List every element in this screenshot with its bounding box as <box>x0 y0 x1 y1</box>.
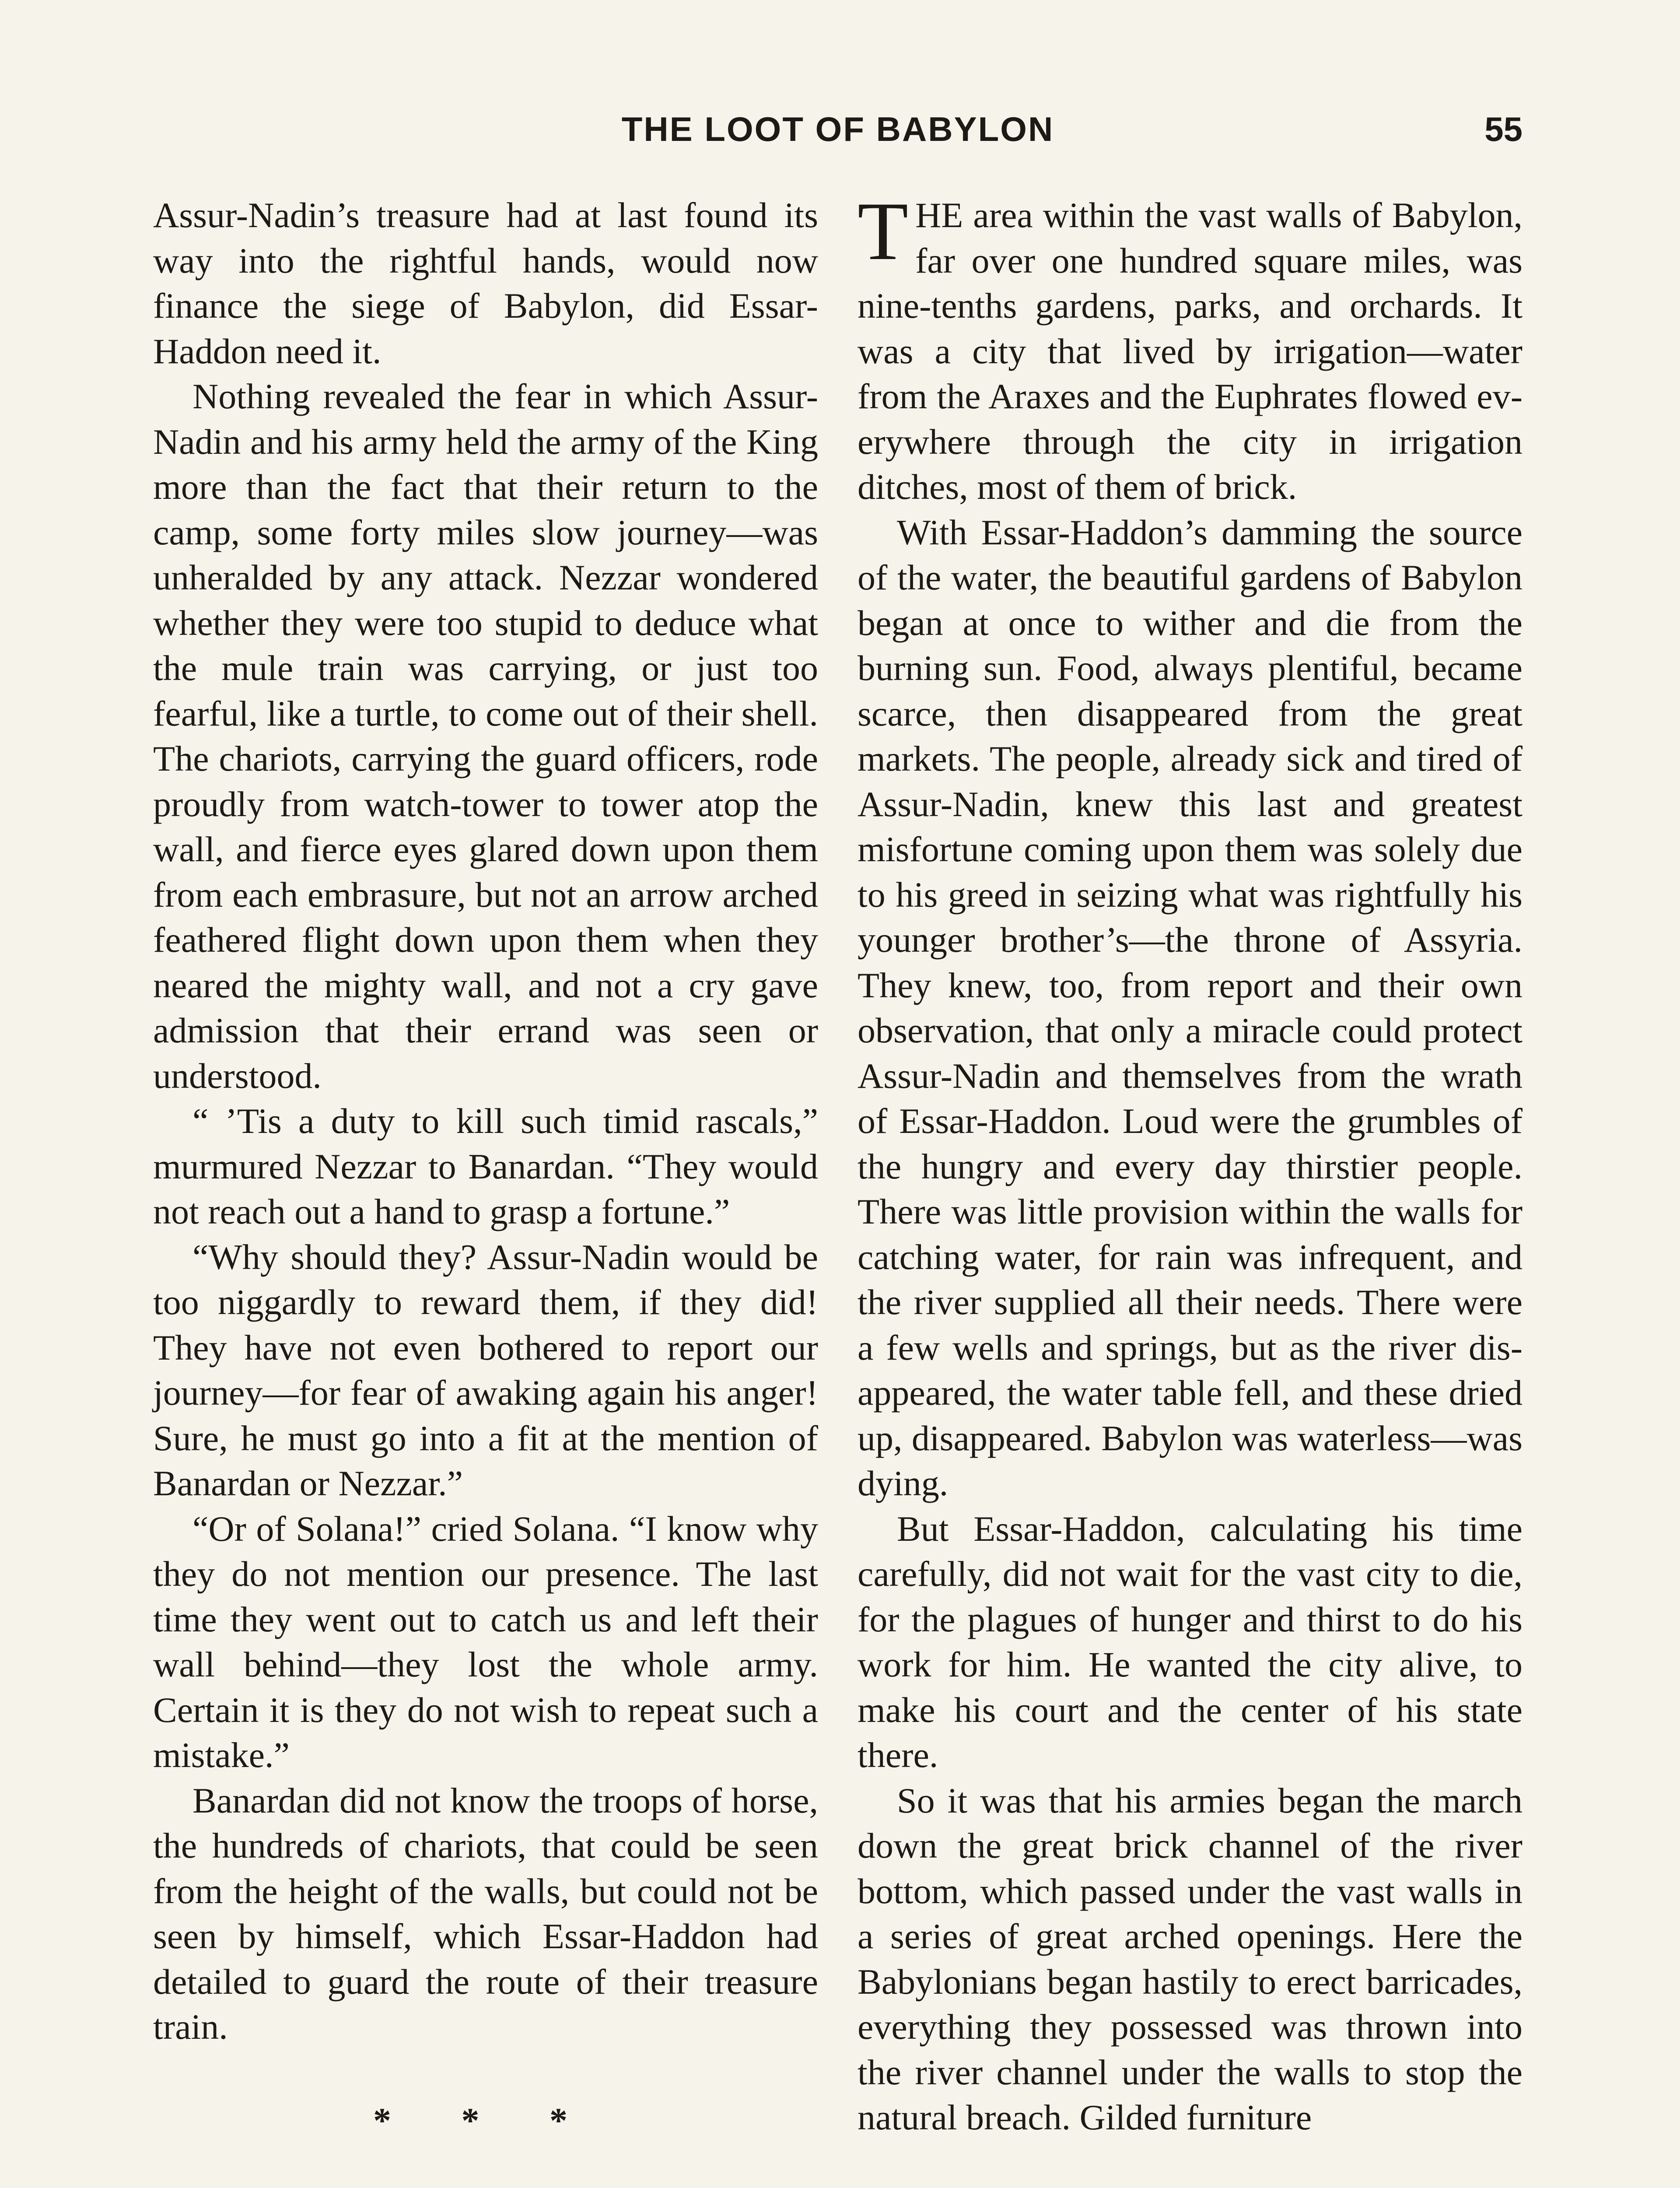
page-header <box>153 105 1522 153</box>
paragraph: So it was that his armies began the march down the great brick channel of the river bottom, which passed under the vast walls in a series of great arched openings. Here the Babylonians began hastily to erect barricades, everything they possessed was thrown into the river channel under the walls to stop the natural breach. Gilded furniture <box>858 1780 1522 2137</box>
paragraph: Nothing revealed the fear in which Assur-Nadin and his army held the army of the King more than the fact that their return to the camp, some forty miles slow journey—was unheralded by any attack. Nezzar wondered whether they were too stupid to deduce what the mule train was carrying, or just too fearful, like a turtle, to come out of their shell. The chariots, carrying the guard officers, rode proudly from watch-tower to tower atop the wall, and fierce eyes glared down upon them from each embrasure, but not an arrow arched feathered flight down upon them when they neared the mighty wall, and not a cry gave admission that their errand was seen or understood. <box>153 376 818 1096</box>
page-number: 55 <box>1484 110 1522 148</box>
paragraph: Assur-Nadin’s treasure had at last found its way into the rightful hands, would now finance the siege of Babylon, did Essar-Haddon need it. <box>153 195 818 371</box>
left-column <box>153 193 818 2143</box>
paragraph: “Why should they? Assur-Nadin would be too niggardly to reward them, if they did! They have not even bothered to report our journey—for fear of awaking again his anger! Sure, he must go into a fit at the mention of Banardan or Nezzar.” <box>153 1237 818 1503</box>
paragraph: With Essar-Haddon’s damming the source of the water, the beautiful gardens of Babylon began at once to wither and die from the burning sun. Food, always plentiful, became scarce, then disappeared from the great markets. The people, already sick and tired of Assur-Nadin, knew this last and greatest misfortune coming upon them was solely due to his greed in seizing what was rightfully his younger brother’s—the throne of Assyria. They knew, too, from report and their own observation, that only a miracle could protect Assur-Nadin and themselves from the wrath of Essar-Haddon. Loud were the grumbles of the hungry and every day thirstier people. There was little provision within the walls for catching water, for rain was infrequent, and the river supplied all their needs. There were a few wells and springs, but as the river disappeared, the water table fell, and these dried up, disappeared. Babylon was waterless—was dying. <box>858 512 1522 1503</box>
paragraph: But Essar-Haddon, calculating his time carefully, did not wait for the vast city to die, for the plagues of hunger and thirst to do his work for him. He wanted the city alive, to make his court and the center of his state there. <box>858 1508 1522 1775</box>
opening-paragraph <box>858 186 1522 510</box>
running-title: THE LOOT OF BABYLON <box>621 110 1054 148</box>
drop-cap: T <box>858 186 909 277</box>
paragraph: “Or of Solana!” cried Solana. “I know why they do not mention our presence. The last time they went out to catch us and left their wall behind—they lost the whole army. Certain it is they do not wish to repeat such a mistake.” <box>153 1508 818 1775</box>
section-break: * * * <box>373 2100 598 2140</box>
opening-paragraph-text: HE area within the vast walls of Babylon, far over one hundred square miles, was nine-tenths gardens, parks, and orchards. It was a city that lived by irrigation—water from the Araxes and the Euphrates flowed everywhere through the city in irrigation ditches, most of them of brick. <box>858 195 1522 507</box>
paragraph: “ ’Tis a duty to kill such timid rascals,” murmured Nezzar to Banardan. “They would not reach out a hand to grasp a fortune.” <box>153 1101 818 1231</box>
right-column <box>858 186 1522 2140</box>
paragraph: Banardan did not know the troops of horse, the hundreds of chariots, that could be seen from the height of the walls, but could not be seen by himself, which Essar-Haddon had detailed to guard the route of their treasure train. <box>153 1780 818 2047</box>
